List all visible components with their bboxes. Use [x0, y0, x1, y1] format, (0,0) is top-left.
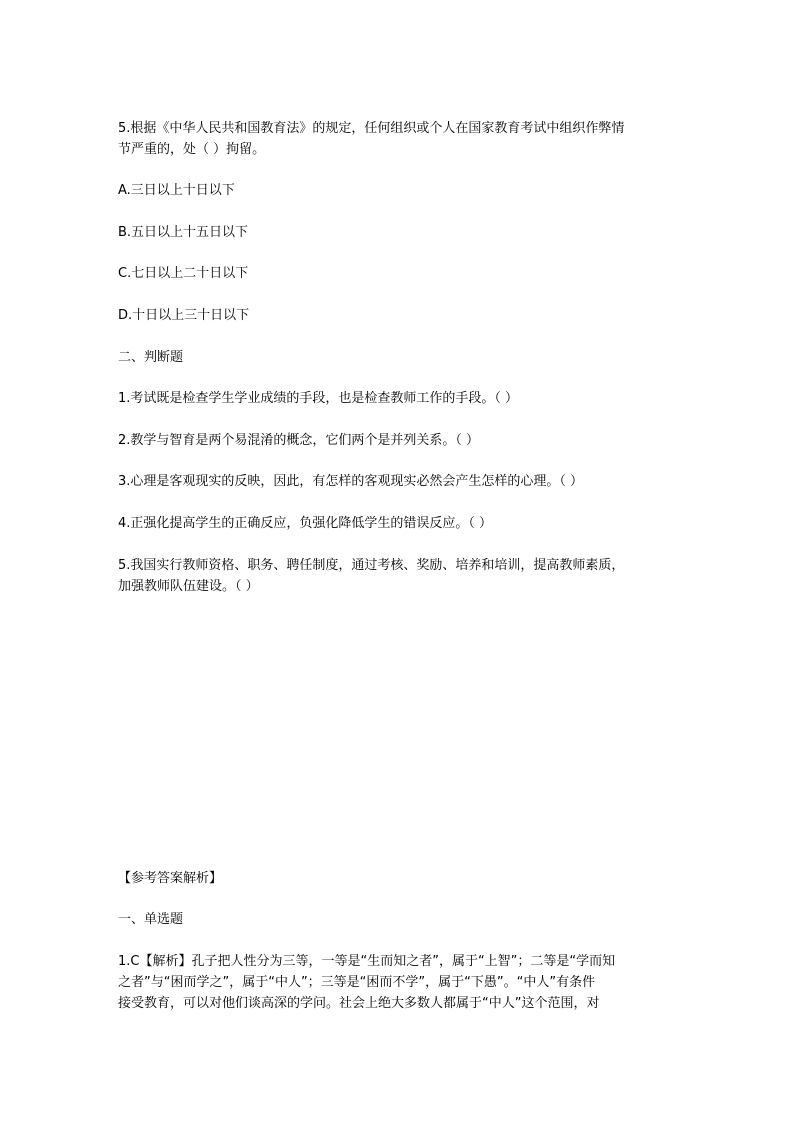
question-5-line-2: 节严重的，处（ ）拘留。	[118, 142, 266, 157]
judge-item-2: 2.教学与智育是两个易混淆的概念，它们两个是并列关系。（ ）	[118, 433, 480, 448]
answer-1-line-2: 之者”与“困而学之”，属于“中人”；三等是“困而不学”，属于“下愚”。“中人”有条件	[118, 975, 596, 990]
option-a: A.三日以上十日以下	[118, 183, 235, 198]
answer-1-line-3: 接受教育，可以对他们谈高深的学问。社会上绝大多数人都属于“中人”这个范围，对	[118, 996, 600, 1011]
option-d: D.十日以上三十日以下	[118, 308, 250, 323]
answer-1-line-1: 1.C【解析】孔子把人性分为三等，一等是“生而知之者”，属于“上智”；二等是“学而知	[118, 954, 616, 969]
question-5-line-1: 5.根据《中华人民共和国教育法》的规定，任何组织或个人在国家教育考试中组织作弊情	[118, 121, 625, 136]
judge-item-5-line-2: 加强教师队伍建设。（ ）	[118, 579, 259, 594]
judge-section-heading: 二、判断题	[118, 350, 184, 365]
option-b: B.五日以上十五日以下	[118, 225, 249, 240]
judge-item-5-line-1: 5.我国实行教师资格、职务、聘任制度，通过考核、奖励、培养和培训，提高教师素质，	[118, 558, 625, 573]
answers-title: 【参考答案解析】	[118, 871, 223, 886]
answer-1	[118, 951, 678, 1014]
judge-item-5	[118, 555, 678, 597]
answers-section-heading: 一、单选题	[118, 912, 184, 927]
question-5	[118, 118, 678, 160]
judge-item-3: 3.心理是客观现实的反映，因此，有怎样的客观现实必然会产生怎样的心理。（ ）	[118, 474, 584, 489]
judge-item-4: 4.正强化提高学生的正确反应，负强化降低学生的错误反应。（ ）	[118, 516, 493, 531]
option-c: C.七日以上二十日以下	[118, 266, 249, 281]
judge-item-1: 1.考试既是检查学生学业成绩的手段，也是检查教师工作的手段。（ ）	[118, 391, 519, 406]
